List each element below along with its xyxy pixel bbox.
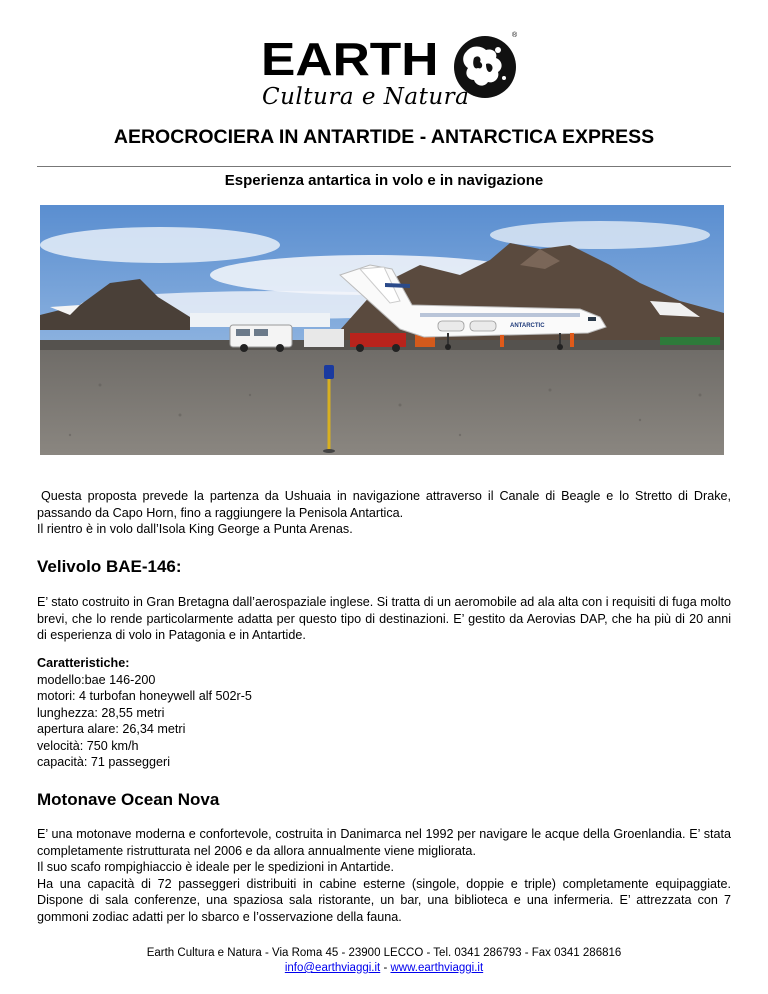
antarctica-airstrip-photo	[40, 205, 724, 455]
earth-logo	[258, 30, 520, 114]
footer-links	[0, 961, 768, 976]
logo-tagline: Cultura e Natura	[262, 84, 470, 110]
photo-illustration	[40, 205, 724, 455]
ship-paragraph: Ha una capacità di 72 passeggeri distribuiti in cabine esterne (singole, doppie e triple) completamente equipaggiate. Dispone di sala conferenze, una spaziosa sala ristorante, un bar, una biblioteca e una infermeria. E’ attrezzata con 7 gommoni zodiac adatti per lo sbarco e l’osservazione della fauna.	[37, 876, 731, 924]
email-link[interactable]: info@earthviaggi.it	[284, 962, 381, 974]
ship-paragraph: E’ una motonave moderna e confortevole, costruita in Danimarca nel 1992 per navigare le acque della Groenlandia. E’ stata completamente ristrutturata nel 2006 e da allora annualmente viene migliorata.	[37, 827, 731, 858]
spec-item: capacità: 71 passeggeri	[37, 755, 171, 769]
footer	[0, 946, 768, 976]
intro-return-line: Il rientro è in volo dall’Isola King George a Punta Arenas.	[37, 522, 353, 536]
aircraft-livery-label: ANTARCTIC	[510, 323, 545, 329]
spec-item: velocità: 750 km/h	[37, 738, 139, 753]
ship-heading: Motonave Ocean Nova	[37, 790, 220, 809]
title-divider	[37, 166, 731, 167]
spec-item: lunghezza: 28,55 metri	[37, 705, 165, 720]
page-subtitle: Esperienza antartica in volo e in navigazione	[224, 172, 544, 189]
website-link[interactable]: www.earthviaggi.it	[390, 962, 484, 974]
registered-mark: ®	[512, 32, 518, 39]
ship-section	[37, 826, 731, 925]
page-title: AEROCROCIERA IN ANTARTIDE - ANTARCTICA EXPRESS	[113, 126, 655, 148]
aircraft-heading: Velivolo BAE-146:	[37, 557, 182, 576]
spec-item: motori: 4 turbofan honeywell alf 502r-5	[37, 689, 252, 703]
specs-heading: Caratteristiche:	[37, 656, 130, 670]
aircraft-specs	[37, 655, 252, 771]
aircraft-description: E’ stato costruito in Gran Bretagna dall’aerospaziale inglese. Si tratta di un aeromobile ad ala alta con i requisiti di fuga molto brevi, che lo rende particolarmente adatta per questo tipo di destinazioni. E’ gestito da Aerovias DAP, che ha più di 20 anni di esperienza di volo in Patagonia e in Antartide.	[37, 595, 731, 642]
logo-wordmark: EARTH	[261, 33, 439, 85]
footer-separator: -	[380, 962, 391, 974]
footer-address: Earth Cultura e Natura - Via Roma 45 - 23900 LECCO - Tel. 0341 286793 - Fax 0341 286816	[146, 947, 622, 959]
intro-section	[37, 488, 731, 538]
spec-item: apertura alare: 26,34 metri	[37, 722, 186, 736]
spec-item: modello:bae 146-200	[37, 672, 156, 687]
intro-paragraph: Questa proposta prevede la partenza da Ushuaia in navigazione attraverso il Canale di Beagle e lo Stretto di Drake, passando da Capo Horn, fino a raggiungere la Penisola Antartica.	[37, 489, 731, 520]
ship-paragraph: Il suo scafo rompighiaccio è ideale per le spedizioni in Antartide.	[37, 860, 395, 874]
